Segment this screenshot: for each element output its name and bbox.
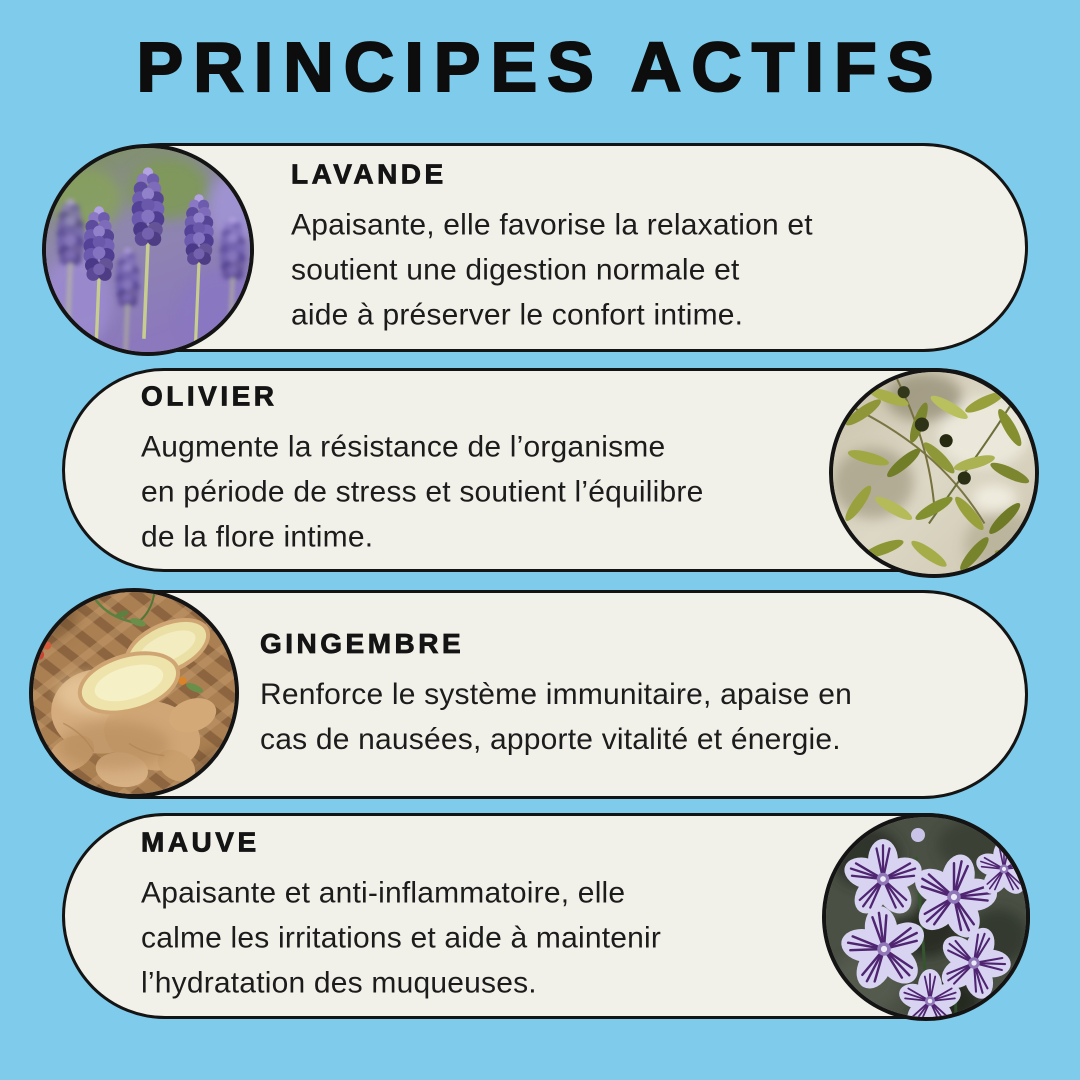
card-olivier-text — [141, 381, 703, 560]
card-lavande-line-3: aide à préserver le confort intime. — [291, 298, 744, 331]
card-mauve-line-3: l’hydratation des muqueuses. — [141, 966, 537, 1000]
card-gingembre-text — [260, 628, 852, 762]
lavender-photo — [42, 144, 254, 356]
card-mauve-line-2: calme les irritations et aide à maintenir — [141, 921, 662, 955]
olive-photo — [829, 368, 1039, 578]
card-olivier-line-3: de la flore intime. — [141, 520, 374, 554]
card-gingembre-title: GINGEMBRE — [260, 627, 465, 659]
card-gingembre-line-1: Renforce le système immunitaire, apaise en — [260, 677, 852, 711]
card-lavande-text — [291, 158, 813, 337]
card-mauve-title: MAUVE — [141, 826, 260, 858]
card-olivier-line-1: Augmente la résistance de l’organisme — [141, 430, 666, 464]
card-gingembre-line-2: cas de nausées, apporte vitalité et énergie. — [260, 722, 841, 756]
card-mauve-text — [141, 827, 661, 1006]
card-mauve-line-1: Apaisante et anti-inflammatoire, elle — [141, 876, 626, 910]
card-lavande-line-1: Apaisante, elle favorise la relaxation et — [291, 208, 813, 241]
card-lavande-title: LAVANDE — [291, 158, 447, 189]
mallow-photo — [822, 813, 1030, 1021]
card-olivier-line-2: en période de stress et soutient l’équilibre — [141, 475, 704, 509]
card-olivier-title: OLIVIER — [141, 380, 278, 412]
ginger-photo — [29, 588, 239, 798]
page-title: PRINCIPES ACTIFS — [136, 28, 944, 106]
card-lavande-line-2: soutient une digestion normale et — [291, 253, 740, 286]
